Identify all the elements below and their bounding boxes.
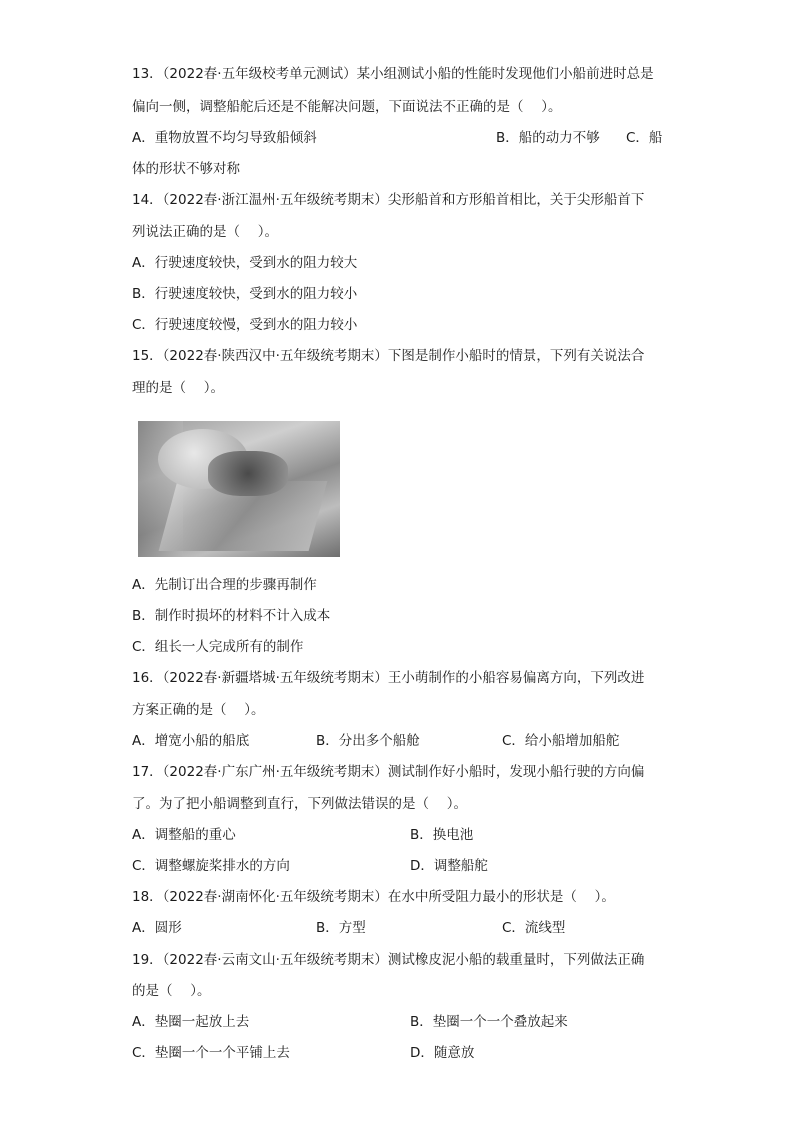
question-15-option-a: A．先制订出合理的步骤再制作 — [132, 577, 317, 593]
question-15-line-2: 理的是（ ）。 — [132, 380, 225, 396]
question-13-option-c: C．船 — [626, 130, 663, 146]
question-18-line-1: 18．（2022春·湖南怀化·五年级统考期末）在水中所受阻力最小的形状是（ ）。 — [132, 889, 615, 905]
question-18-option-a: A．圆形 — [132, 920, 182, 936]
question-17-line-2: 了。为了把小船调整到直行，下列做法错误的是（ ）。 — [132, 796, 468, 812]
question-19-option-b: B．垫圈一个一个叠放起来 — [410, 1014, 568, 1030]
question-13-line-1: 13．（2022春·五年级校考单元测试）某小组测试小船的性能时发现他们小船前进时总是 — [132, 66, 654, 82]
question-16-line-1: 16．（2022春·新疆塔城·五年级统考期末）王小萌制作的小船容易偏离方向，下列改进 — [132, 670, 645, 686]
question-15-option-b: B．制作时损坏的材料不计入成本 — [132, 608, 331, 624]
question-17-option-b: B．换电池 — [410, 827, 474, 843]
question-13-option-b: B．船的动力不够 — [496, 130, 600, 146]
question-14-option-c: C．行驶速度较慢，受到水的阻力较小 — [132, 317, 358, 333]
question-15-line-1: 15．（2022春·陕西汉中·五年级统考期末）下图是制作小船时的情景，下列有关说法合 — [132, 348, 645, 364]
question-16-line-2: 方案正确的是（ ）。 — [132, 702, 265, 718]
question-18-option-c: C．流线型 — [502, 920, 566, 936]
question-19-line-2: 的是（ ）。 — [132, 983, 211, 999]
question-13-line-2: 偏向一侧，调整船舵后还是不能解决问题，下面说法不正确的是（ ）。 — [132, 99, 562, 115]
question-14-option-b: B．行驶速度较快，受到水的阻力较小 — [132, 286, 358, 302]
question-19-option-d: D．随意放 — [410, 1045, 475, 1061]
question-16-option-b: B．分出多个船舱 — [316, 733, 420, 749]
question-17-option-c: C．调整螺旋桨排水的方向 — [132, 858, 290, 874]
question-14-line-1: 14．（2022春·浙江温州·五年级统考期末）尖形船首和方形船首相比，关于尖形船首下 — [132, 192, 645, 208]
question-19-option-a: A．垫圈一起放上去 — [132, 1014, 250, 1030]
question-14-option-a: A．行驶速度较快，受到水的阻力较大 — [132, 255, 358, 271]
question-13-option-a: A．重物放置不均匀导致船倾斜 — [132, 130, 317, 146]
question-17-option-a: A．调整船的重心 — [132, 827, 236, 843]
question-18-option-b: B．方型 — [316, 920, 366, 936]
question-19-line-1: 19．（2022春·云南文山·五年级统考期末）测试橡皮泥小船的载重量时，下列做法正确 — [132, 952, 645, 968]
question-16-option-c: C．给小船增加船舵 — [502, 733, 620, 749]
question-17-option-d: D．调整船舵 — [410, 858, 488, 874]
question-15-option-c: C．组长一人完成所有的制作 — [132, 639, 304, 655]
question-13-option-c-continued: 体的形状不够对称 — [132, 161, 240, 177]
boat-making-photo — [138, 421, 340, 557]
question-16-option-a: A．增宽小船的船底 — [132, 733, 250, 749]
question-17-line-1: 17．（2022春·广东广州·五年级统考期末）测试制作好小船时，发现小船行驶的方向偏 — [132, 764, 645, 780]
question-19-option-c: C．垫圈一个一个平铺上去 — [132, 1045, 290, 1061]
question-14-line-2: 列说法正确的是（ ）。 — [132, 224, 279, 240]
